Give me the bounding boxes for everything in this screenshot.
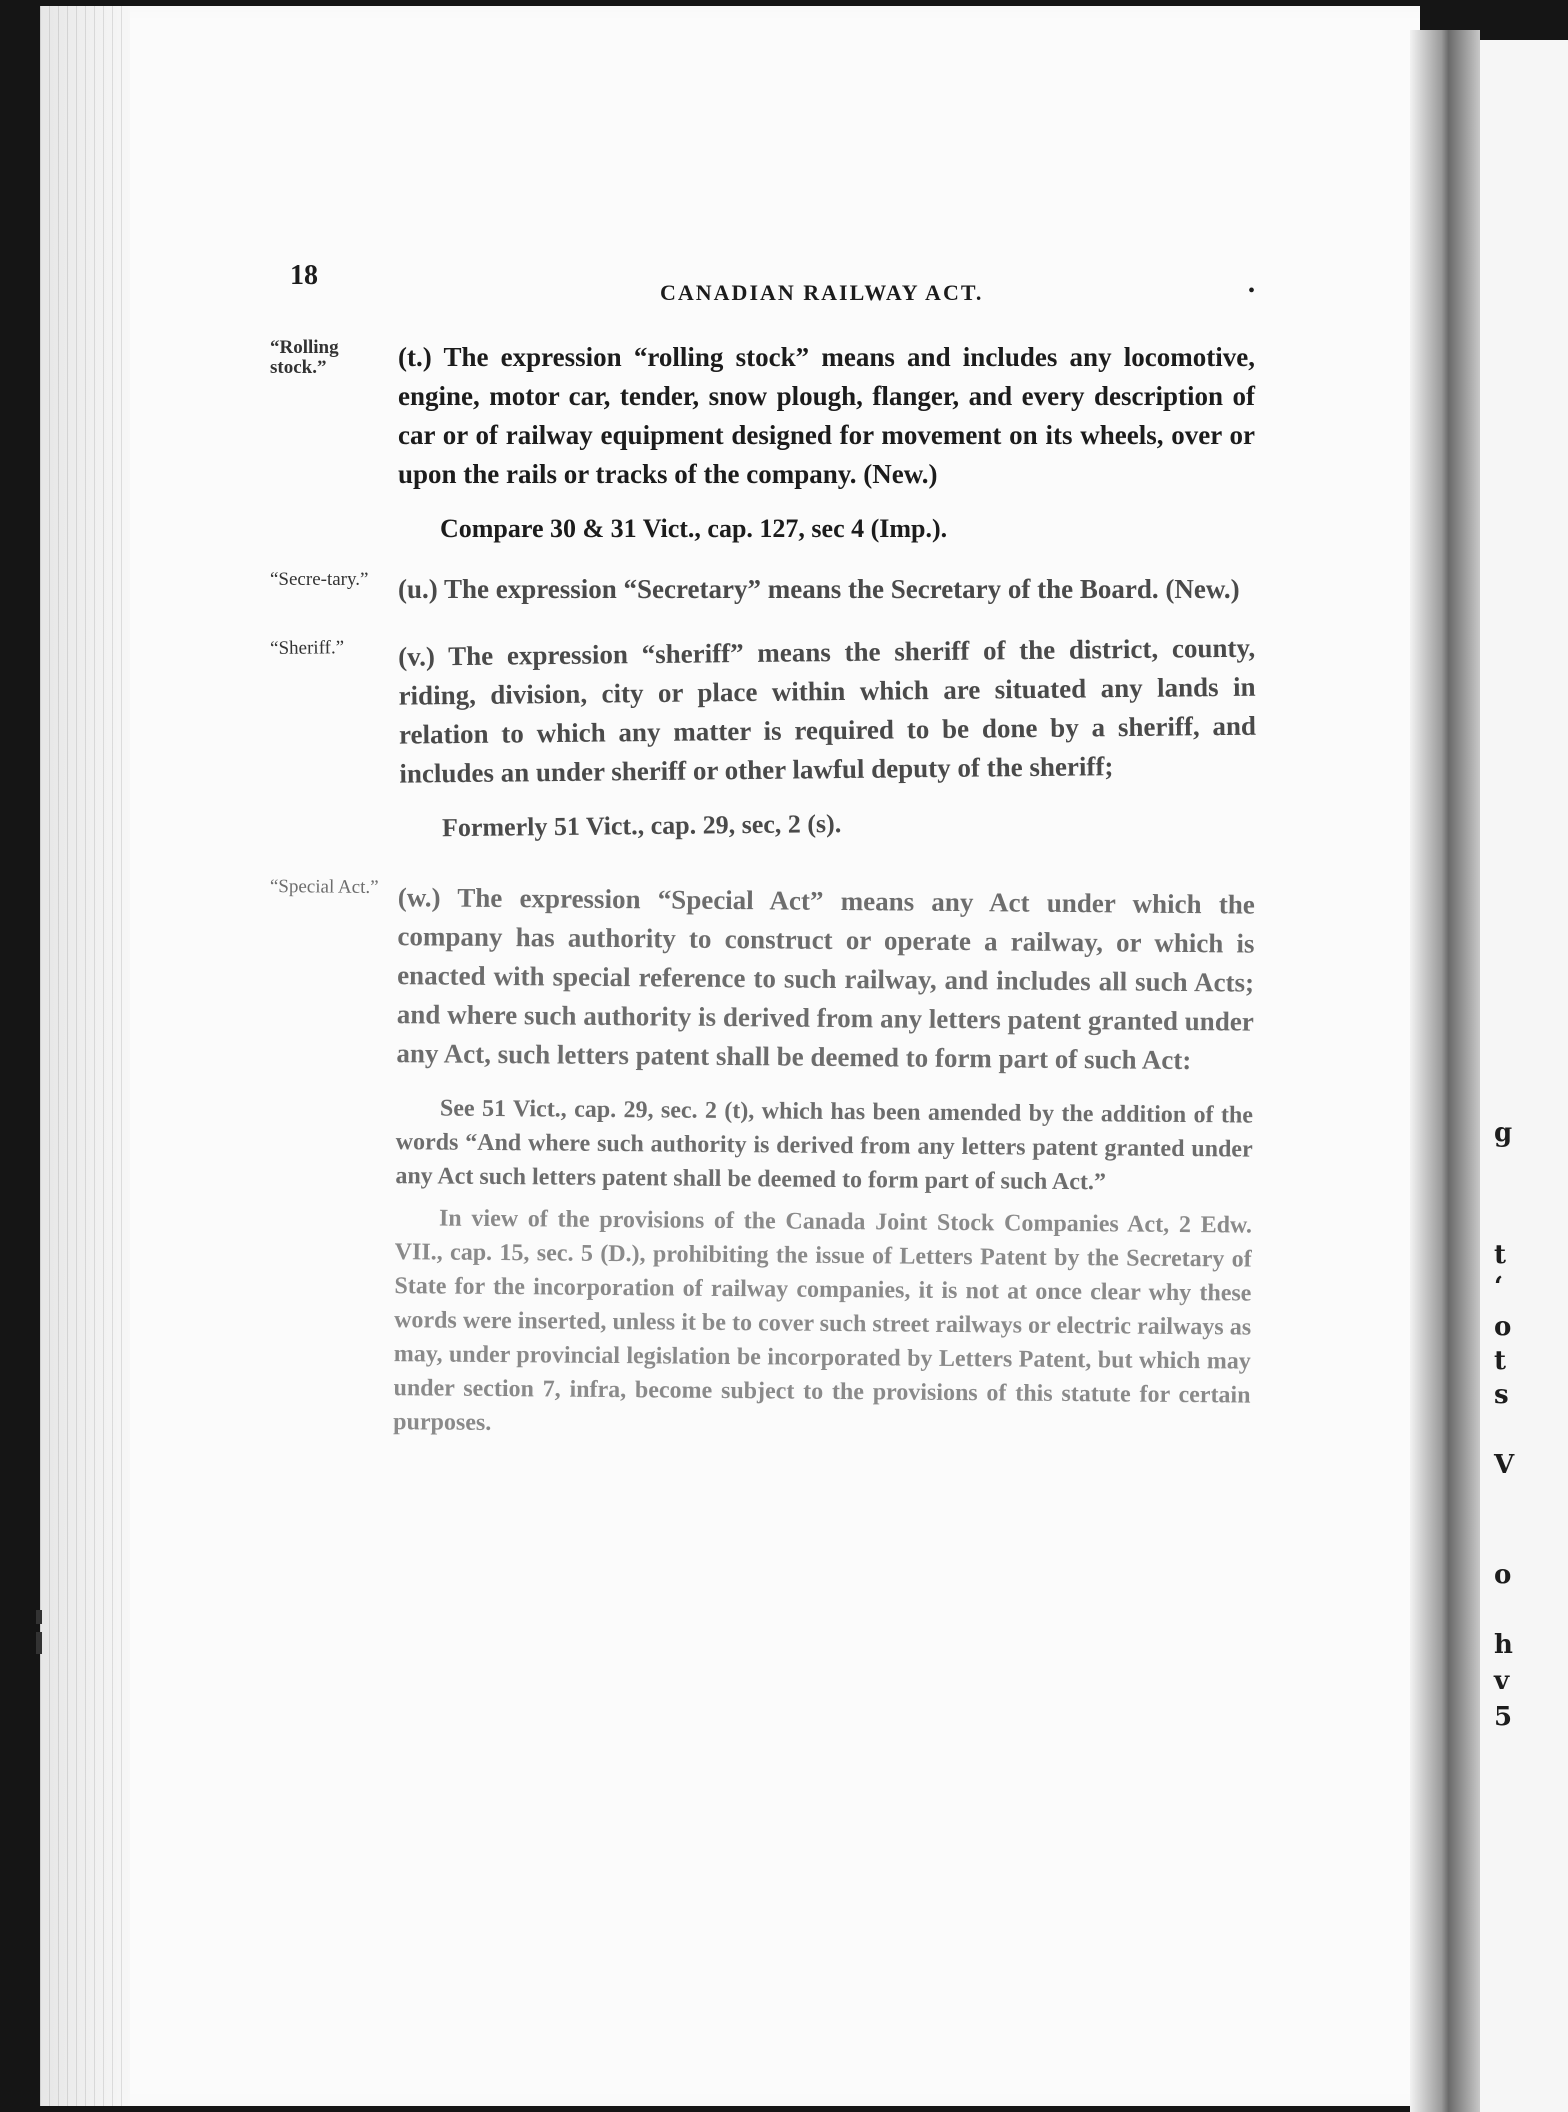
- definition-text: (t.) The expression “rolling stock” means and includes any locomotive, engine, motor car, tender, snow plough, flanger, and every description of car or of railway equipment designed for movement on its wheels, over or upon the rails or tracks of the company. (New.): [398, 342, 1255, 489]
- sidenote-special-act: “Special Act.”: [269, 876, 379, 898]
- citation-note: Formerly 51 Vict., cap. 29, sec, 2 (s).: [441, 809, 842, 843]
- definition-sheriff: [270, 629, 1257, 849]
- page-number: 18: [290, 260, 318, 291]
- running-title: CANADIAN RAILWAY ACT.: [660, 280, 984, 305]
- sidenote-secretary: “Secre-tary.”: [270, 569, 369, 590]
- next-page-edge: [1480, 40, 1568, 2112]
- running-head: [270, 260, 1255, 320]
- next-page-fragment: v: [1494, 1666, 1510, 1696]
- next-page-fragment: t: [1494, 1240, 1507, 1270]
- next-page-fragment: ‘: [1494, 1272, 1504, 1302]
- sidenote-rolling-stock: “Rolling stock.”: [270, 337, 339, 378]
- definition-rolling-stock: [270, 338, 1255, 548]
- definition-special-act: [265, 877, 1255, 1447]
- next-page-fragment: 5: [1494, 1702, 1513, 1732]
- margin-mark: [36, 1610, 42, 1624]
- citation-note: Compare 30 & 31 Vict., cap. 127, sec 4 (Imp.).: [440, 514, 948, 543]
- definition-text: (u.) The expression “Secretary” means the Secretary of the Board. (New.): [398, 574, 1240, 604]
- next-page-fragment: V: [1494, 1450, 1515, 1480]
- next-page-fragment: o: [1494, 1312, 1512, 1342]
- definition-text: (w.) The expression “Special Act” means any Act under which the company has authority to construct or operate a railway, or which is enacted with special reference to such railway, and includes all such Acts; and where such authority is derived from any letters patent granted under any Act, such letters patent shall be deemed to form part of such Act:: [396, 882, 1255, 1076]
- commentary-note: In view of the provisions of the Canada Joint Stock Companies Act, 2 Edw. VII., cap. 15, sec. 5 (D.), prohibiting the issue of Letters Patent by the Secretary of State for the incorporation of railway companies, it is not at once clear why these words were inserted, unless it be to cover such street railways or electric railways as may, under provincial legislation be incorporated by Letters Patent, but which may under section 7, infra, become subject to the provisions of this statute for certain purposes.: [393, 1205, 1253, 1436]
- page-content: [270, 260, 1255, 1438]
- definition-secretary: [270, 570, 1255, 609]
- sidenote-sheriff: “Sheriff.”: [269, 637, 345, 659]
- next-page-fragment: s: [1494, 1380, 1509, 1410]
- next-page-fragment: t: [1494, 1346, 1507, 1376]
- commentary-note: See 51 Vict., cap. 29, sec. 2 (t), which has been amended by the addition of the words “And where such authority is derived from any letters patent granted under any Act such letters patent shall be deemed to form part of such Act.”: [395, 1095, 1254, 1196]
- definition-text: (v.) The expression “sheriff” means the sheriff of the district, county, riding, division, city or place within which are situated any lands in relation to which any matter is required to be done by a sheriff, and includes an under sheriff or other lawful deputy of the sheriff;: [398, 632, 1257, 789]
- margin-mark: [36, 1632, 42, 1654]
- page-edges: [40, 6, 130, 2106]
- gutter-shadow: [1410, 30, 1480, 2112]
- next-page-fragment: g: [1494, 1118, 1513, 1148]
- header-dot: •: [1247, 280, 1255, 302]
- next-page-fragment: o: [1494, 1560, 1512, 1590]
- next-page-fragment: h: [1494, 1630, 1513, 1660]
